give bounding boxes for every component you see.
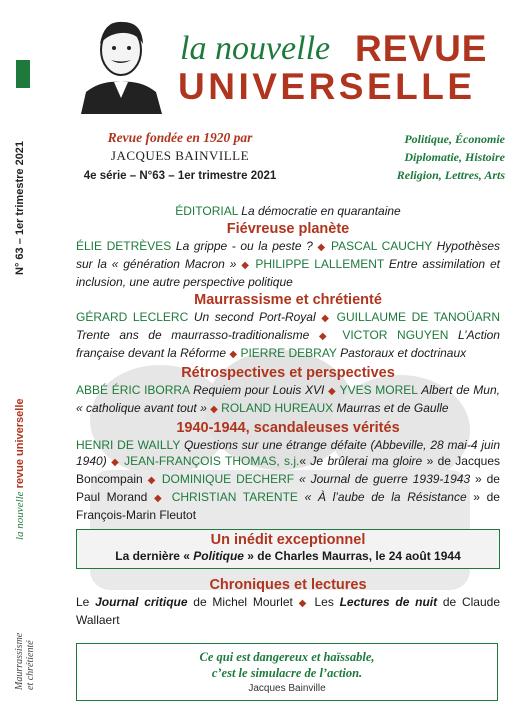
section-heading-4: 1940-1944, scandaleuses vérités: [176, 420, 400, 436]
chronicles-heading: Chroniques et lectures: [209, 577, 367, 593]
diamond-icon: ◆: [328, 386, 337, 397]
chronicles-text: de Michel Mourlet: [187, 595, 299, 609]
section-body-4: [76, 437, 500, 523]
spine-issue: N° 63 – 1er trimestre 2021: [14, 140, 26, 275]
chronicles-body: [76, 594, 500, 628]
exclusive-text-a: La dernière «: [115, 549, 194, 563]
quote-author: Jacques Bainville: [248, 683, 326, 694]
article-title: Hypothèses sur la « génération Macron »: [76, 239, 500, 271]
topics-line1: Politique, Économie: [404, 132, 505, 146]
article-title: Questions sur une étrange défaite (Abbeville, 28 mai-4 juin 1940): [76, 438, 500, 468]
article-title: Trente ans de maurrasso-traditionalisme: [76, 328, 310, 342]
author: VICTOR NGUYEN: [342, 328, 449, 342]
editorial-line: [76, 203, 500, 219]
article-title: Je brûlerai ma gloire: [310, 454, 423, 468]
spine-topic-line2: et chrétienté: [25, 640, 36, 690]
founder-name: JACQUES BAINVILLE: [110, 148, 250, 163]
article-title: « À l’aube de la Résistance: [304, 490, 467, 504]
author: ÉLIE DETRÈVES: [76, 239, 172, 253]
editorial-title: La démocratie en quarantaine: [241, 204, 401, 218]
section-heading-3: Rétrospectives et perspectives: [181, 365, 395, 381]
table-of-contents: [76, 203, 500, 628]
section-body-1: [76, 238, 500, 290]
article-title: La grippe - ou la peste ?: [175, 239, 313, 253]
chronicles-text: de Claude Wallaert: [76, 595, 501, 627]
author: HENRI DE WAILLY: [76, 438, 181, 452]
exclusive-text-c: » de Charles Maurras, le 24 août 1944: [243, 549, 461, 563]
author: PIERRE DEBRAY: [240, 346, 337, 360]
diamond-icon: ◆: [147, 475, 157, 486]
quote-text: [77, 649, 497, 681]
diamond-icon: ◆: [321, 313, 332, 324]
diamond-icon: ◆: [229, 349, 238, 360]
author: PHILIPPE LALLEMENT: [255, 257, 385, 271]
portrait-illustration: [76, 14, 166, 114]
title-la-nouvelle: la nouvelle: [180, 30, 331, 67]
spine: [0, 0, 48, 713]
article-title: « Journal de guerre 1939-1943: [299, 472, 471, 486]
quote-line2: c’est le simulacre de l’action.: [211, 666, 363, 680]
topics-line3: Religion, Lettres, Arts: [396, 168, 505, 182]
author: JEAN-FRANÇOIS THOMAS, s.j.: [124, 454, 300, 468]
topics-line2: Diplomatie, Histoire: [404, 150, 505, 164]
spine-color-bar: [16, 60, 30, 88]
diamond-icon: ◆: [210, 404, 218, 415]
quote-line1: Ce qui est dangereux et haïssable,: [199, 650, 375, 664]
author: GÉRARD LECLERC: [76, 310, 189, 324]
article-title: Un second Port-Royal: [193, 310, 316, 324]
founded-line: Revue fondée en 1920 par: [107, 130, 253, 145]
article-title: L’Action française devant la Réforme: [76, 328, 500, 360]
exclusive-text-b: Politique: [193, 549, 244, 563]
exclusive-heading: Un inédit exceptionnel: [210, 532, 366, 548]
section-heading-1: Fiévreuse planète: [226, 221, 350, 237]
diamond-icon: ◆: [318, 331, 333, 342]
quote-open: «: [299, 454, 311, 468]
spine-brand-small: la nouvelle: [14, 491, 26, 540]
series-issue: 4e série – N°63 – 1er trimestre 2021: [83, 170, 277, 182]
author: CHRISTIAN TARENTE: [171, 490, 298, 504]
section-body-2: [76, 309, 500, 363]
topics-list: [300, 130, 505, 184]
article-source: » de François-Marin Fleutot: [76, 490, 500, 522]
chronicles-title: Journal critique: [95, 595, 188, 609]
chronicles-text: Le: [76, 595, 96, 609]
chronicles-title: Lectures de nuit: [339, 595, 438, 609]
section-body-3: [76, 382, 500, 418]
article-title: Entre assimilation et inclusion, une autre perspective politique: [76, 257, 500, 289]
section-heading-2: Maurrassisme et chrétienté: [194, 292, 382, 308]
quote-box: [76, 643, 498, 701]
diamond-icon: ◆: [317, 242, 327, 253]
exclusive-box: [76, 529, 500, 569]
author: ABBÉ ÉRIC IBORRA: [76, 383, 190, 397]
article-title: Pastoraux et doctrinaux: [340, 346, 467, 360]
title-revue: REVUE: [355, 28, 488, 69]
author: ROLAND HUREAUX: [221, 401, 334, 415]
article-title: Maurras et de Gaulle: [336, 401, 449, 415]
article-title: Requiem pour Louis XVI: [193, 383, 325, 397]
spine-brand-bold: revue universelle: [14, 398, 26, 489]
article-title: Albert de Mun, « catholique avant tout »: [76, 383, 500, 415]
spine-topic-line1: Maurrassisme: [14, 632, 25, 690]
author: PASCAL CAUCHY: [330, 239, 433, 253]
author: DOMINIQUE DECHERF: [161, 472, 295, 486]
diamond-icon: ◆: [154, 493, 166, 504]
spine-brand: [14, 398, 26, 540]
author: YVES MOREL: [339, 383, 418, 397]
author: GUILLAUME DE TANOÜARN: [336, 310, 501, 324]
diamond-icon: ◆: [241, 260, 251, 271]
diamond-icon: ◆: [298, 598, 309, 609]
chronicles-text: Les: [308, 595, 340, 609]
title-universelle: UNIVERSELLE: [178, 66, 476, 107]
exclusive-text: [83, 548, 493, 564]
diamond-icon: ◆: [111, 457, 120, 468]
spine-topic: [14, 633, 36, 690]
article-source: » de Paul Morand: [76, 472, 500, 504]
editorial-label: ÉDITORIAL: [175, 204, 238, 218]
article-source: » de Jacques Boncompain: [76, 454, 501, 486]
